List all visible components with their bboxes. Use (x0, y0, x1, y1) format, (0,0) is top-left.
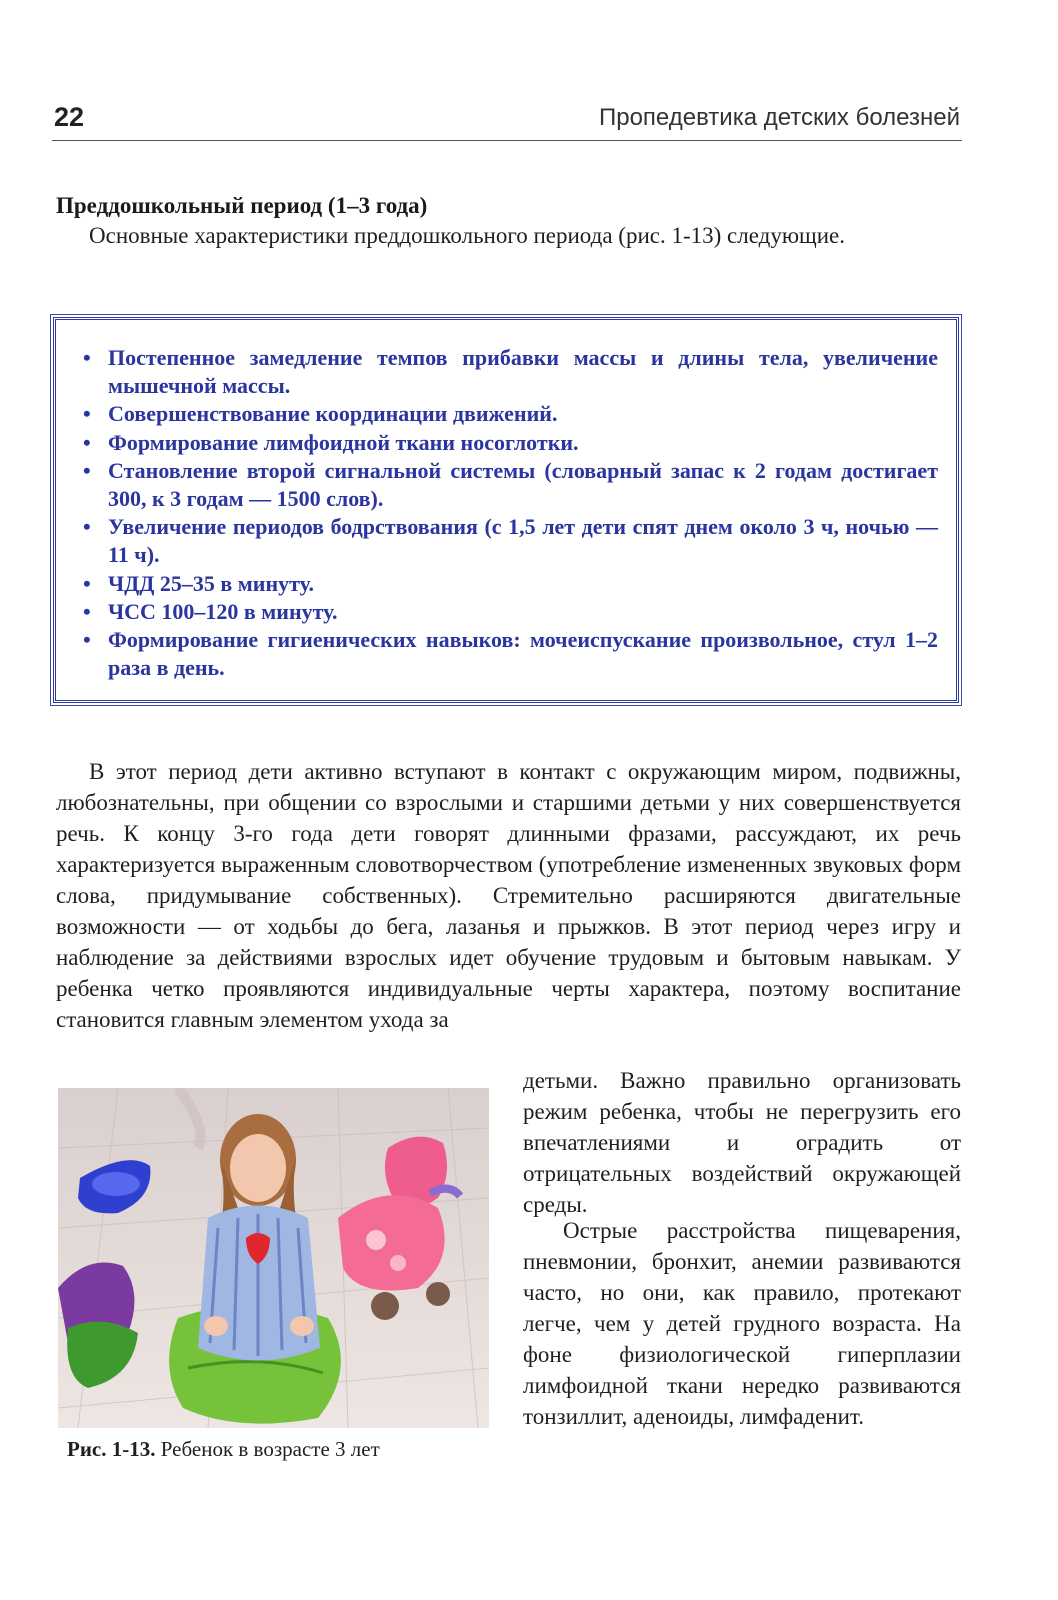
list-item (83, 400, 938, 428)
bullet-icon: • (83, 457, 91, 483)
list-item-text: Увеличение периодов бодрствования (с 1,5 лет дети спят днем около 3 ч, ночью — 11 ч). (108, 514, 938, 568)
header-divider (52, 140, 962, 141)
list-item-text: ЧДД 25–35 в минуту. (108, 570, 314, 596)
page-number: 22 (54, 102, 85, 132)
body-paragraph: В этот период дети активно вступают в контакт с окружающим миром, подвижны, любознательны, при общении со взрослыми и старшими детьми у них совершенствуется речь. К концу 3-го года дети говорят длинными фразами, рассуждают, их речь характеризуется выраженным словотворчеством (употребление измененных звуковых форм слова, придумывание собственных). Стремительно расширяются двигательные возможности — от ходьбы до бега, лазанья и прыжков. В этот период через игру и наблюдение за действиями взрослых идет обучение трудовым и бытовым навыкам. У ребенка четко проявляются индивидуальные черты характера, поэтому воспитание становится главным элементом ухода за (56, 759, 961, 1032)
bullet-icon: • (83, 598, 91, 624)
bullet-icon: • (83, 401, 91, 427)
bullet-icon: • (83, 429, 91, 455)
bullet-icon: • (83, 514, 91, 540)
list-item-text: Формирование лимфоидной ткани носоглотки. (108, 429, 579, 455)
list-item (83, 570, 938, 598)
bullet-icon: • (83, 570, 91, 596)
list-item (83, 344, 938, 400)
bullet-icon: • (83, 345, 91, 370)
list-item-text: ЧСС 100–120 в минуту. (108, 598, 338, 624)
section-heading: Преддошкольный период (1–3 года) (56, 193, 428, 218)
bullet-icon: • (83, 627, 91, 653)
key-points-list (83, 344, 938, 682)
running-title: Пропедевтика детских болезней (598, 104, 960, 131)
list-item (83, 457, 938, 513)
list-item-text: Формирование гигиенических навыков: мочеиспускание произвольное, стул 1–2 раза в день. (108, 627, 938, 681)
intro-paragraph: Основные характеристики преддошкольного периода (рис. 1-13) следующие. (89, 223, 846, 248)
child-photo (58, 1088, 489, 1428)
figure-caption (67, 1437, 380, 1462)
list-item (83, 429, 938, 457)
caption-text: Ребенок в возрасте 3 лет (155, 1437, 380, 1461)
list-item-text: Постепенное замедление темпов прибавки массы и длины тела, увеличение мышечной массы. (108, 345, 938, 399)
list-item (83, 598, 938, 626)
list-item (83, 513, 938, 569)
list-item-text: Совершенствование координации движений. (108, 401, 558, 427)
list-item (83, 626, 938, 682)
body-paragraph: Острые расстройства пищеварения, пневмонии, бронхит, анемии развиваются часто, но они, как правило, протекают легче, чем у детей грудного возраста. На фоне физиологической гиперплазии лимфоидной ткани нередко развиваются тонзиллит, аденоиды, лимфаденит. (523, 1218, 961, 1429)
caption-label: Рис. 1-13. (67, 1437, 156, 1461)
body-paragraph-continued: детьми. Важно правильно организовать режим ребенка, чтобы не перегрузить его впечатлениями и оградить от отрицательных воздействий окружающей среды. (523, 1068, 961, 1217)
list-item-text: Становление второй сигнальной системы (словарный запас к 2 годам достигает 300, к 3 годам — 1500 слов). (108, 457, 938, 512)
